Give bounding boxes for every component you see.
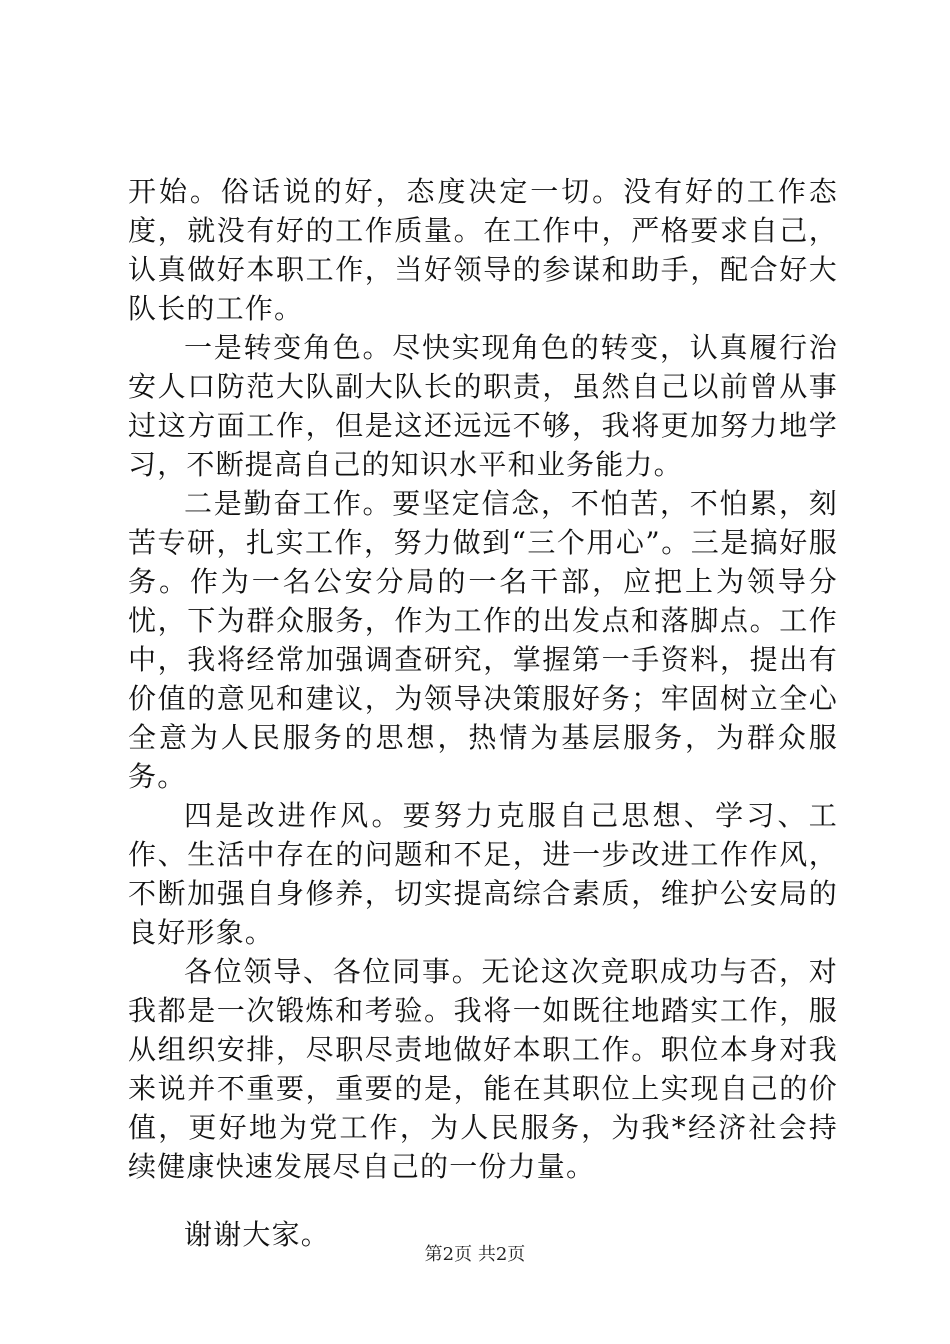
document-body	[128, 172, 838, 1254]
paragraph-role-change: 一是转变角色。尽快实现角色的转变，认真履行治安人口防范大队副大队长的职责，虽然自己以前曾从事过这方面工作，但是这还远远不够，我将更加努力地学习，不断提高自己的知识水平和业务能力。	[128, 331, 838, 481]
paragraph-diligent-work: 二是勤奋工作。要坚定信念，不怕苦，不怕累，刻苦专研，扎实工作，努力做到“三个用心”。三是搞好服务。作为一名公安分局的一名干部，应把上为领导分忧，下为群众服务，作为工作的出发点和落脚点。工作中，我将经常加强调查研究，掌握第一手资料，提出有价值的意见和建议，为领导决策服好务；牢固树立全心全意为人民服务的思想，热情为基层服务，为群众服务。	[128, 487, 838, 793]
paragraph-opening: 开始。俗话说的好，态度决定一切。没有好的工作态度，就没有好的工作质量。在工作中，严格要求自己，认真做好本职工作，当好领导的参谋和助手，配合好大队长的工作。	[128, 175, 838, 325]
paragraph-conclusion: 各位领导、各位同事。无论这次竞职成功与否，对我都是一次锻炼和考验。我将一如既往地踏实工作，服从组织安排，尽职尽责地做好本职工作。职位本身对我来说并不重要，重要的是，能在其职位上实现自己的价值，更好地为党工作，为人民服务，为我*经济社会持续健康快速发展尽自己的一份力量。	[128, 955, 838, 1183]
paragraph-improve-style: 四是改进作风。要努力克服自己思想、学习、工作、生活中存在的问题和不足，进一步改进工作作风，不断加强自身修养，切实提高综合素质，维护公安局的良好形象。	[128, 799, 838, 949]
page-number-footer: 第2页 共2页	[424, 1244, 526, 1265]
closing-thanks: 谢谢大家。	[184, 1218, 331, 1251]
